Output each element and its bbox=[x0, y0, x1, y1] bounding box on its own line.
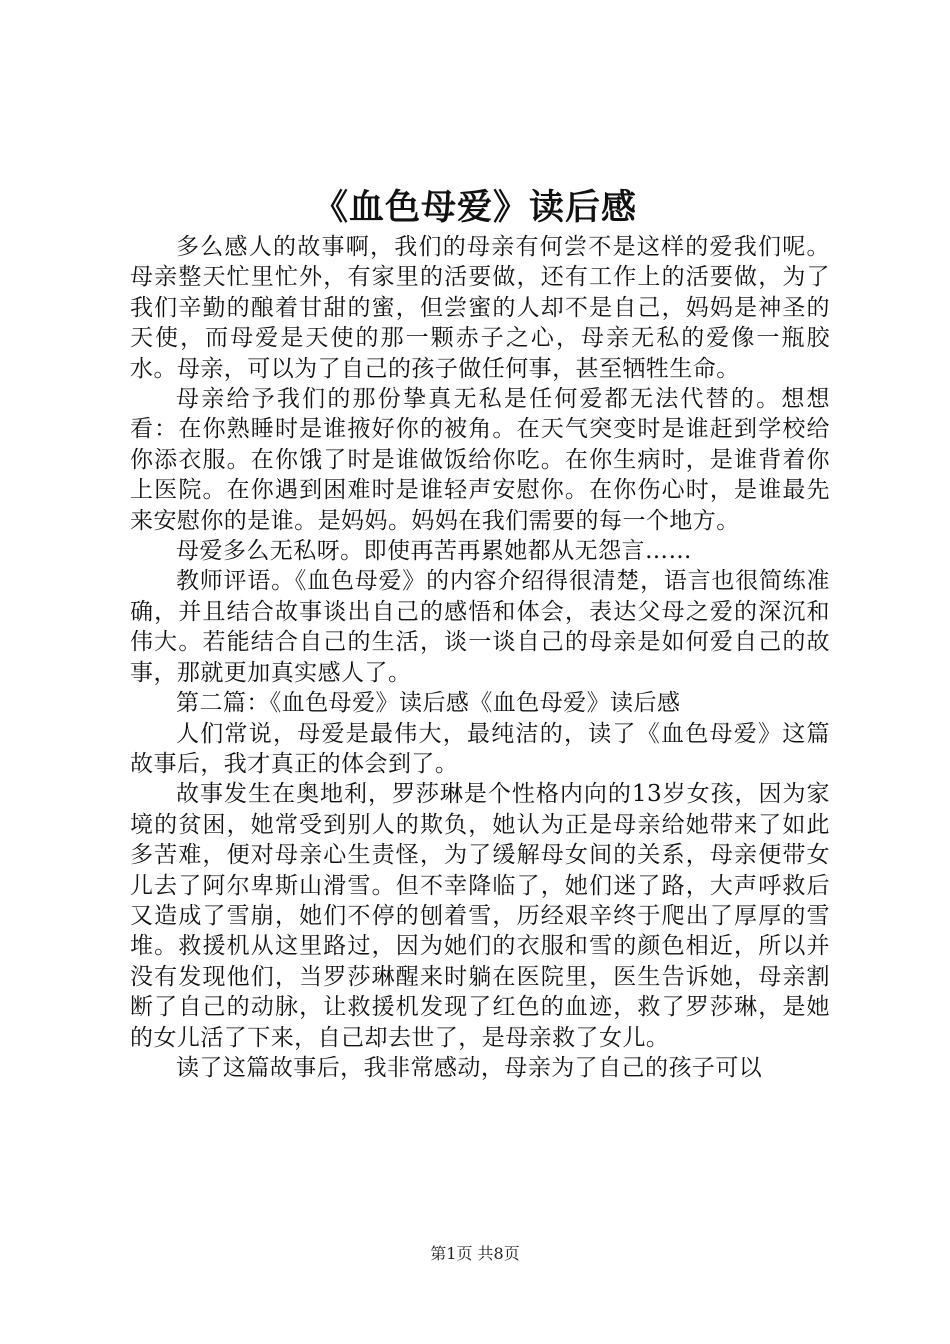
paragraph: 故事发生在奥地利，罗莎琳是个性格内向的13岁女孩，因为家境的贫困，她常受到别人的欺负，她认为正是母亲给她带来了如此多苦难，便对母亲心生责怪，为了缓解母女间的关系，母亲便带女儿去了阿尔卑斯山滑雪。但不幸降临了，她们迷了路，大声呼救后又造成了雪崩，她们不停的刨着雪，历经艰辛终于爬出了厚厚的雪堆。救援机从这里路过，因为她们的衣服和雪的颜色相近，所以并没有发现他们，当罗莎琳醒来时躺在医院里，医生告诉她，母亲割断了自己的动脉，让救援机发现了红色的血迹，救了罗莎琳，是她的女儿活了下来，自己却去世了，是母亲救了女儿。 bbox=[130, 781, 830, 1051]
document-body bbox=[130, 232, 830, 1083]
document-title: 《血色母爱》读后感 bbox=[312, 187, 637, 228]
paragraph: 教师评语。《血色母爱》的内容介绍得很清楚，语言也很简练准确，并且结合故事谈出自己的感悟和体会，表达父母之爱的深沉和伟大。若能结合自己的生活，谈一谈自己的母亲是如何爱自己的故事，那就更加真实感人了。 bbox=[130, 568, 830, 686]
page-number-footer: 第1页 共8页 bbox=[430, 1244, 520, 1263]
section-heading: 第二篇：《血色母爱》读后感《血色母爱》读后感 bbox=[176, 690, 681, 717]
paragraph: 母亲给予我们的那份挚真无私是任何爱都无法代替的。想想看：在你熟睡时是谁掖好你的被角。在天气突变时是谁赶到学校给你添衣服。在你饿了时是谁做饭给你吃。在你生病时，是谁背着你上医院。在你遇到困难时是谁轻声安慰你。在你伤心时，是谁最先来安慰你的是谁。是妈妈。妈妈在我们需要的每一个地方。 bbox=[130, 386, 830, 534]
paragraph: 读了这篇故事后，我非常感动，母亲为了自己的孩子可以 bbox=[176, 1054, 763, 1081]
paragraph: 母爱多么无私呀。即使再苦再累她都从无怨言…… bbox=[176, 538, 692, 565]
paragraph: 人们常说，母爱是最伟大，最纯洁的，读了《血色母爱》这篇故事后，我才真正的体会到了。 bbox=[130, 720, 830, 777]
paragraph: 多么感人的故事啊，我们的母亲有何尝不是这样的爱我们呢。母亲整天忙里忙外，有家里的活要做，还有工作上的活要做，为了我们辛勤的酿着甘甜的蜜，但尝蜜的人却不是自己，妈妈是神圣的天使，而母爱是天使的那一颗赤子之心，母亲无私的爱像一瓶胶水。母亲，可以为了自己的孩子做任何事，甚至牺牲生命。 bbox=[130, 234, 830, 382]
